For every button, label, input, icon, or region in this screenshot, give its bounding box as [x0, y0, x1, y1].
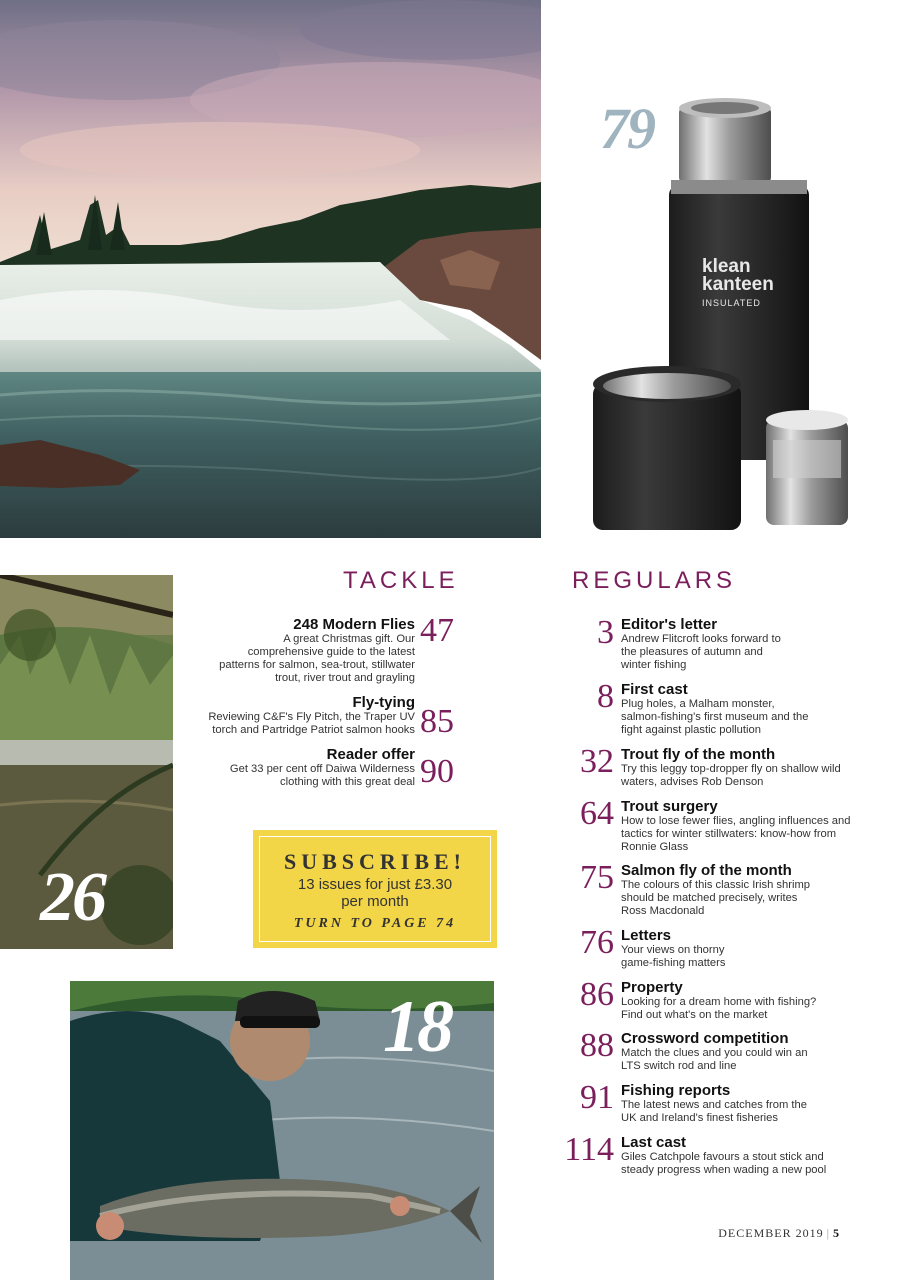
tackle-page-3: 90 — [420, 753, 454, 790]
regulars-page-1: 3 — [597, 614, 614, 651]
regulars-desc-10: Giles Catchpole favours a stout stick and steady progress when wading a new pool — [621, 1151, 827, 1176]
regulars-entry-9[interactable] — [621, 1082, 851, 1125]
issue-date: DECEMBER 2019 — [718, 1226, 824, 1240]
flask-brand-logo — [702, 258, 780, 312]
tackle-desc-3: Get 33 per cent off Daiwa Wilderness clothing with this great deal — [229, 763, 415, 788]
regulars-title-8: Crossword competition — [621, 1030, 789, 1047]
tackle-desc-1: A great Christmas gift. Our comprehensive guide to the latest patterns for salmon, sea-trout, stillwater trout, river trout and grayling — [219, 633, 415, 684]
regulars-desc-1: Andrew Flitcroft looks forward to the pleasures of autumn and winter fishing — [621, 633, 781, 671]
waterfall-photo — [0, 0, 541, 538]
tackle-entry-1[interactable] — [190, 616, 415, 685]
flask-brand-line3: INSULATED — [702, 298, 761, 308]
regulars-desc-3: Try this leggy top-dropper fly on shallow wild waters, advises Rob Denson — [621, 763, 841, 788]
page-footer — [690, 1226, 840, 1241]
regulars-desc-8: Match the clues and you could win an LTS switch rod and line — [621, 1047, 808, 1072]
tackle-page-1: 47 — [420, 612, 454, 649]
regulars-page-5: 75 — [580, 859, 614, 896]
flask-brand-line1: klean — [702, 256, 751, 277]
regulars-entry-1[interactable] — [621, 616, 851, 672]
flask-page-label: 79 — [600, 96, 654, 161]
regulars-entry-7[interactable] — [621, 979, 851, 1022]
regulars-title-3: Trout fly of the month — [621, 746, 776, 763]
regulars-entry-5[interactable] — [621, 862, 851, 918]
regulars-heading: REGULARS — [572, 567, 737, 594]
tackle-page-2: 85 — [420, 703, 454, 740]
tackle-title-3: Reader offer — [326, 746, 415, 763]
subscribe-cta[interactable]: TURN TO PAGE 74 — [293, 916, 457, 931]
regulars-page-7: 86 — [580, 976, 614, 1013]
angler-page-label: 18 — [383, 986, 451, 1068]
regulars-title-4: Trout surgery — [621, 798, 718, 815]
regulars-entry-2[interactable] — [621, 681, 851, 737]
regulars-page-8: 88 — [580, 1027, 614, 1064]
regulars-entry-8[interactable] — [621, 1030, 851, 1073]
flask-brand-line2: kanteen — [702, 274, 774, 295]
regulars-desc-9: The latest news and catches from the UK and Ireland's finest fisheries — [621, 1099, 807, 1124]
regulars-desc-7: Looking for a dream home with fishing? Find out what's on the market — [621, 996, 817, 1021]
regulars-desc-5: The colours of this classic Irish shrimp should be matched precisely, writes Ross Macdonald — [621, 879, 811, 917]
regulars-title-7: Property — [621, 979, 683, 996]
regulars-page-9: 91 — [580, 1079, 614, 1116]
regulars-page-2: 8 — [597, 678, 614, 715]
tackle-title-2: Fly-tying — [352, 694, 415, 711]
regulars-title-5: Salmon fly of the month — [621, 862, 792, 879]
tackle-heading: TACKLE — [343, 567, 459, 594]
regulars-page-3: 32 — [580, 743, 614, 780]
tackle-title-1: 248 Modern Flies — [293, 616, 415, 633]
regulars-entry-4[interactable] — [621, 798, 851, 854]
subscribe-title: SUBSCRIBE! — [283, 849, 467, 874]
regulars-desc-2: Plug holes, a Malham monster, salmon-fishing's first museum and the fight against plastic pollution — [621, 698, 809, 736]
river-page-label: 26 — [40, 859, 104, 936]
regulars-title-6: Letters — [621, 927, 672, 944]
regulars-title-10: Last cast — [621, 1134, 687, 1151]
tackle-entry-3[interactable] — [190, 746, 415, 789]
regulars-title-9: Fishing reports — [621, 1082, 731, 1099]
regulars-entry-3[interactable] — [621, 746, 851, 789]
regulars-entry-10[interactable] — [621, 1134, 851, 1177]
tackle-desc-2: Reviewing C&F's Fly Pitch, the Traper UV torch and Partridge Patriot salmon hooks — [208, 711, 415, 736]
page-number: 5 — [833, 1226, 840, 1240]
regulars-entry-6[interactable] — [621, 927, 851, 970]
regulars-page-6: 76 — [580, 924, 614, 961]
regulars-title-2: First cast — [621, 681, 688, 698]
regulars-title-1: Editor's letter — [621, 616, 718, 633]
tackle-entry-2[interactable] — [190, 694, 415, 737]
regulars-desc-4: How to lose fewer flies, angling influences and tactics for winter stillwaters: know-how from Ronnie Glass — [621, 815, 851, 853]
regulars-page-4: 64 — [580, 795, 614, 832]
subscribe-offer: 13 issues for just £3.30 per month — [297, 876, 453, 910]
footer-divider: | — [826, 1226, 830, 1240]
subscribe-promo[interactable] — [253, 830, 497, 948]
regulars-page-10: 114 — [564, 1131, 614, 1168]
regulars-desc-6: Your views on thorny game-fishing matters — [621, 944, 726, 969]
